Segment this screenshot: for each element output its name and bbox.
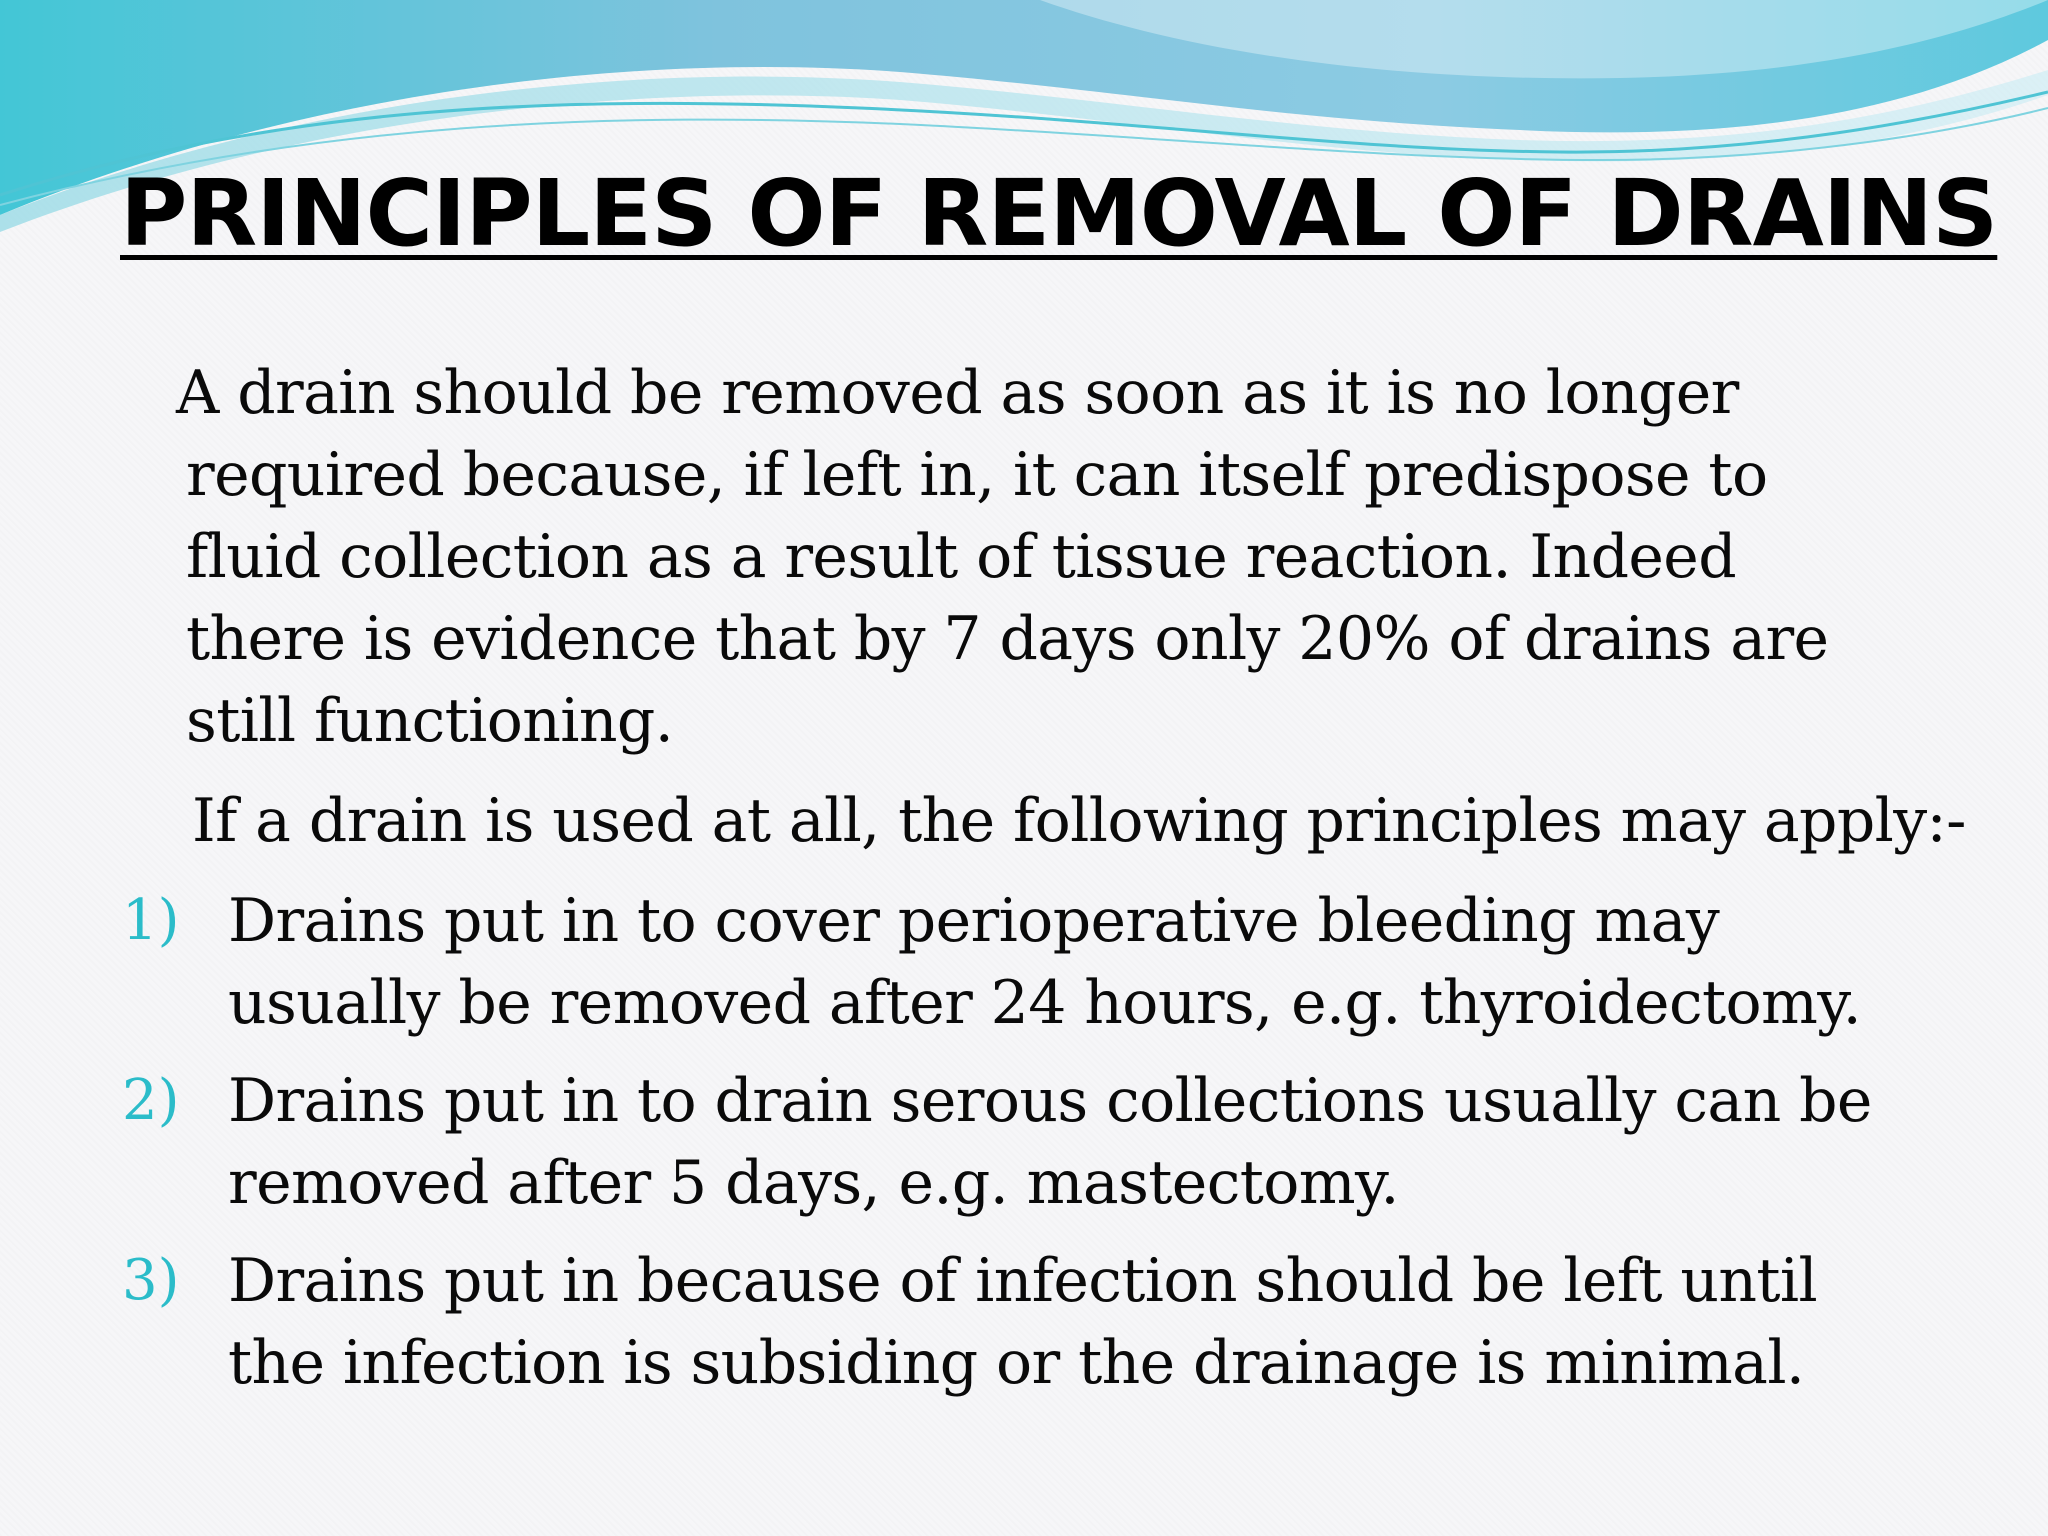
slide-title: PRINCIPLES OF REMOVAL OF DRAINS (120, 160, 1998, 267)
list-number: 1) (122, 888, 180, 953)
list-text: Drains put in to cover perioperative bleeding may usually be removed after 24 hours, e.g. thyroidectomy. (228, 886, 1862, 1038)
list-number: 3) (122, 1248, 180, 1313)
principles-intro: If a drain is used at all, the following principles may apply:- (192, 786, 1966, 856)
list-number: 2) (122, 1068, 180, 1133)
list-text: Drains put in to drain serous collections usually can be removed after 5 days, e.g. mastectomy. (228, 1066, 1872, 1218)
body-paragraph: A drain should be removed as soon as it is no longer required because, if left in, it can itself predispose to fluid collection as a result of tissue reaction. Indeed there is evidence that by 7 days only 20% of drains are still functioning. (176, 358, 1829, 756)
list-text: Drains put in because of infection should be left until the infection is subsiding or the drainage is minimal. (228, 1246, 1818, 1398)
